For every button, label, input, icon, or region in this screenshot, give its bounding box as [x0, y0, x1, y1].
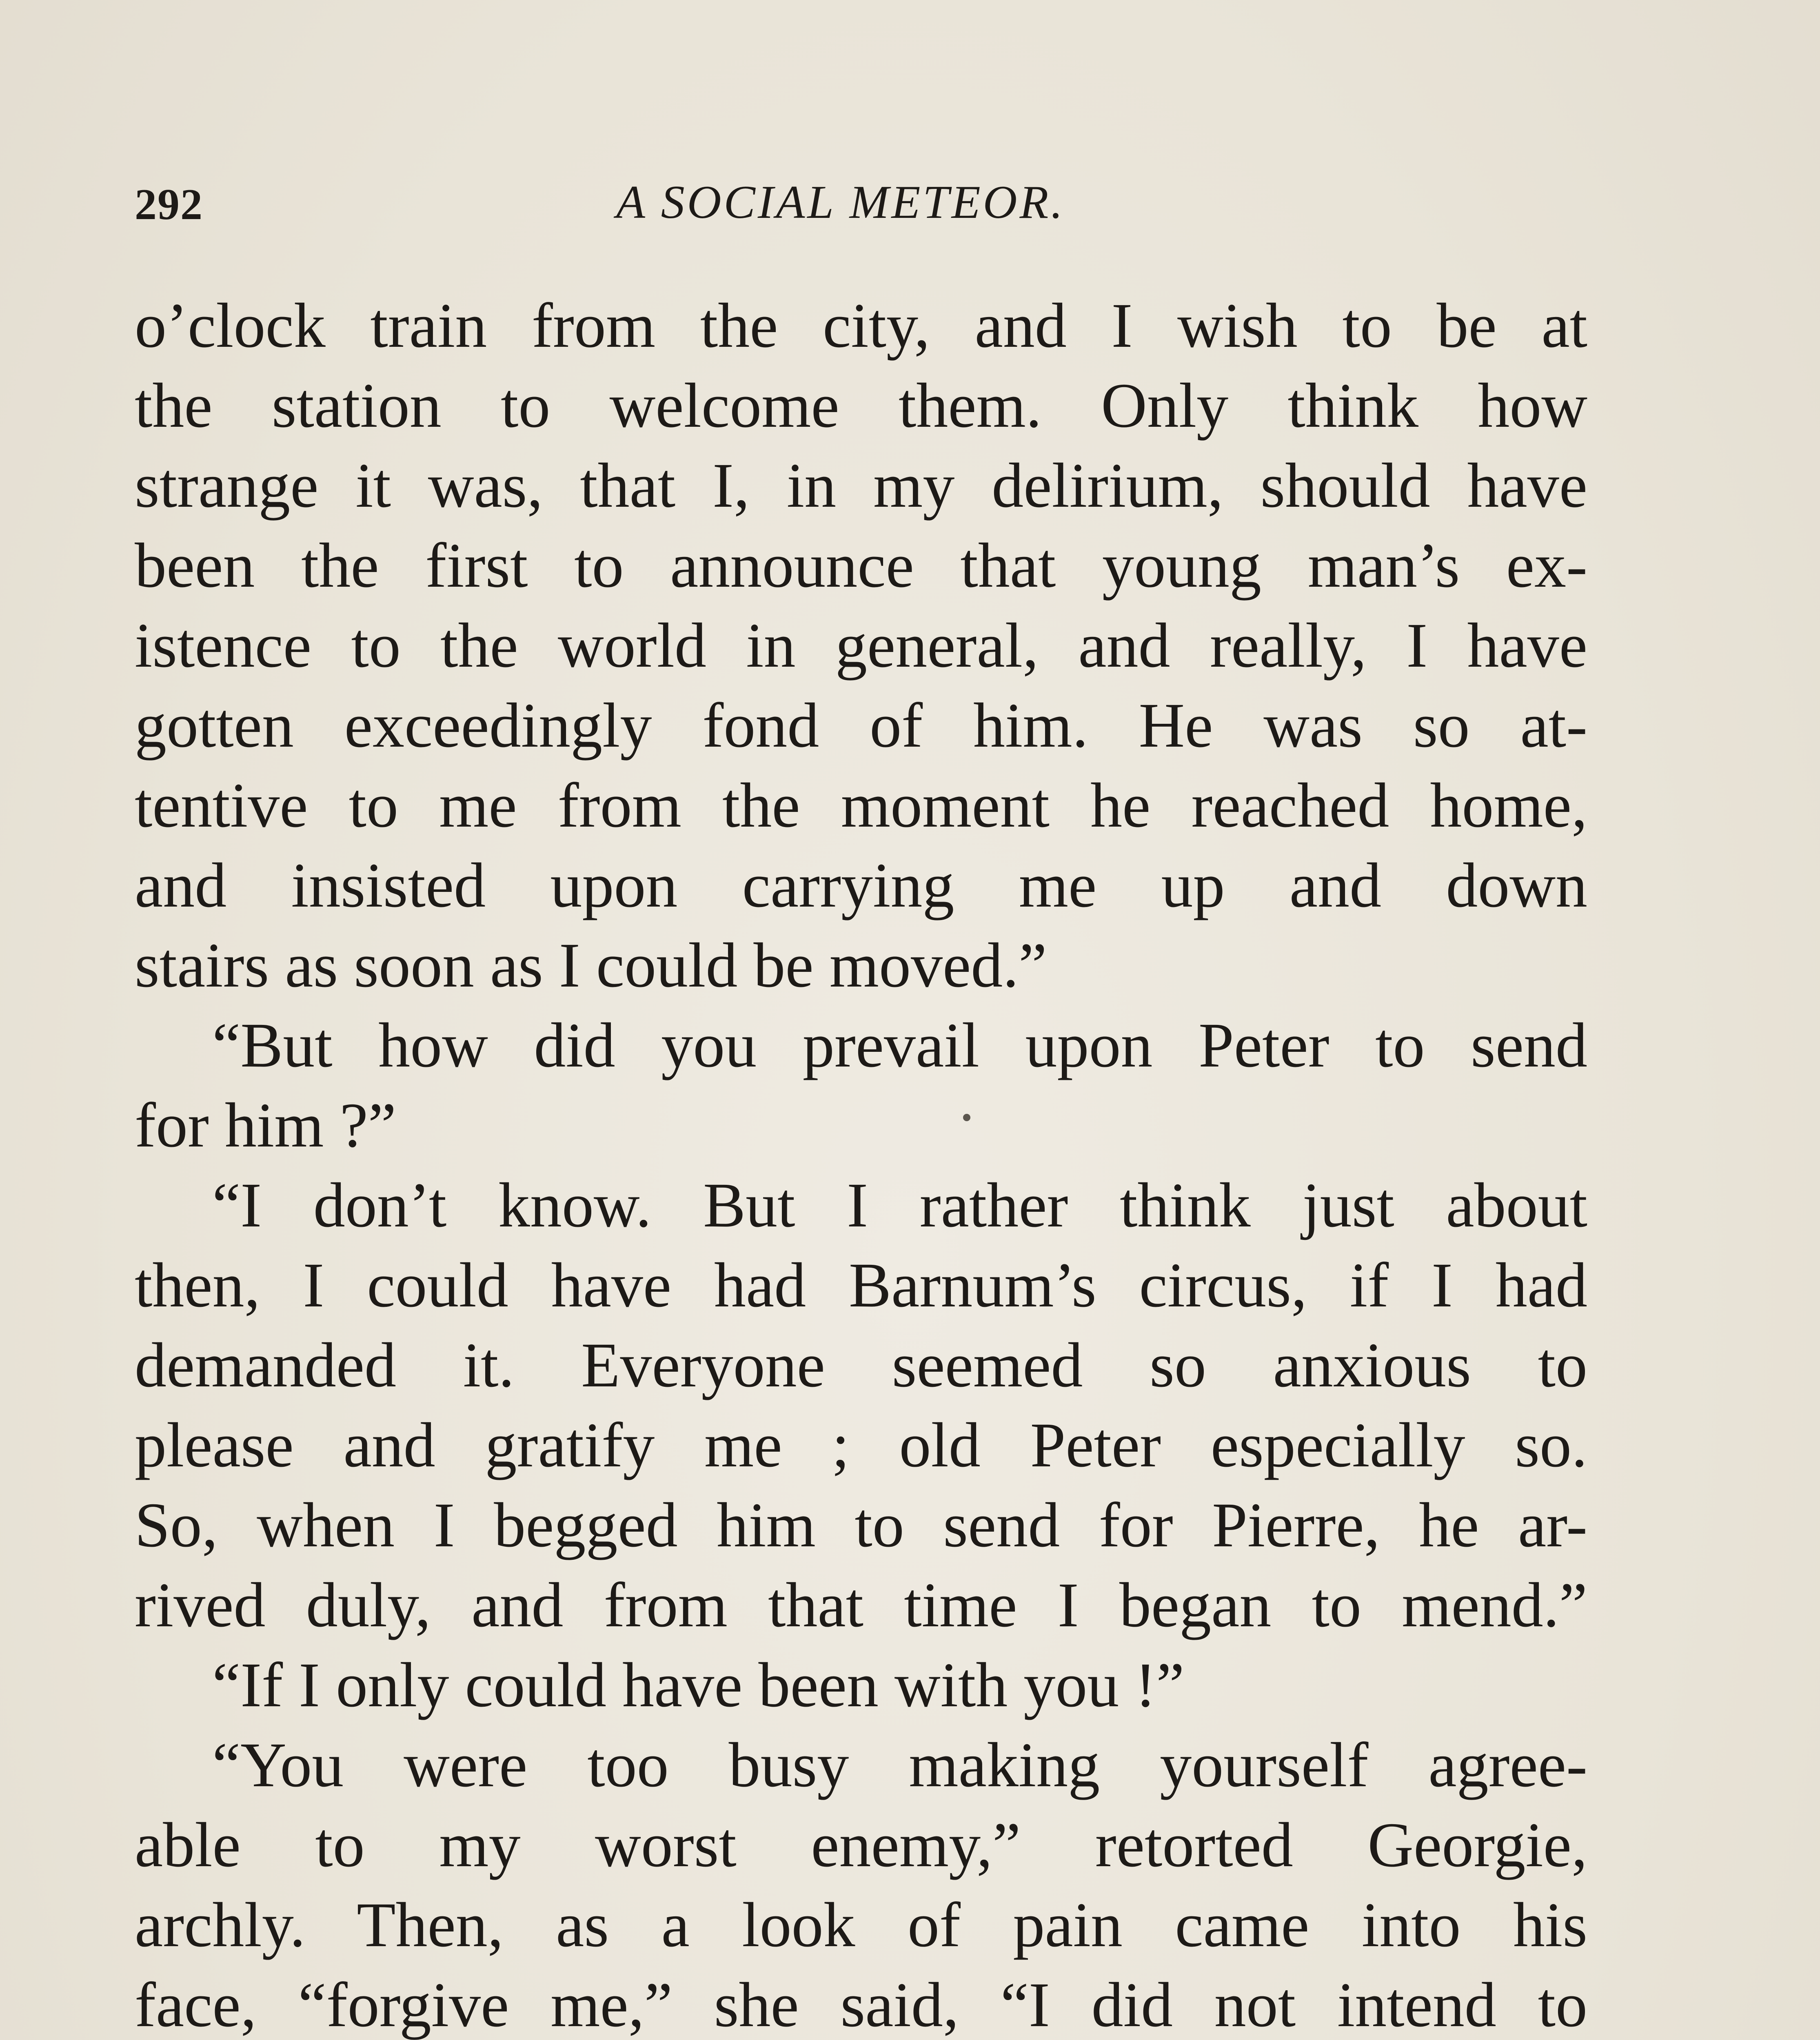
text-line: and insisted upon carrying me up and down [135, 850, 1587, 920]
text-line: “I don’t know. But I rather think just about [212, 1170, 1587, 1240]
text-line: for him ?” [135, 1090, 397, 1160]
text-line: strange it was, that I, in my delirium, should have [135, 450, 1587, 521]
paper-speck [963, 1114, 970, 1121]
text-line: please and gratify me ; old Peter especially so. [135, 1410, 1587, 1480]
text-line: the station to welcome them. Only think how [135, 370, 1587, 441]
text-line: So, when I begged him to send for Pierre, he ar- [135, 1490, 1587, 1560]
text-line: been the first to announce that young man’s ex- [135, 530, 1587, 601]
text-line: tentive to me from the moment he reached home, [135, 770, 1587, 840]
running-head: A SOCIAL METEOR. [616, 176, 1065, 228]
body-text [135, 286, 1587, 2040]
text-line: o’clock train from the city, and I wish to be at [135, 290, 1587, 361]
text-line: “You were too busy making yourself agree- [212, 1730, 1587, 1800]
text-line: “But how did you prevail upon Peter to send [212, 1010, 1587, 1080]
text-line: stairs as soon as I could be moved.” [135, 930, 1047, 1000]
text-line: demanded it. Everyone seemed so anxious to [135, 1330, 1587, 1400]
text-line: then, I could have had Barnum’s circus, if I had [135, 1250, 1587, 1320]
text-line: istence to the world in general, and really, I have [135, 610, 1587, 681]
text-line: able to my worst enemy,” retorted Georgie, [135, 1809, 1587, 1880]
text-line: “If I only could have been with you !” [212, 1650, 1185, 1720]
page-number: 292 [135, 180, 203, 229]
text-line: rived duly, and from that time I began to mend.” [135, 1570, 1587, 1640]
text-line: archly. Then, as a look of pain came into his [135, 1889, 1587, 1960]
text-line: gotten exceedingly fond of him. He was so at- [135, 690, 1587, 761]
page-header [135, 171, 1604, 237]
text-line: face, “forgive me,” she said, “I did not intend to [135, 1969, 1587, 2040]
